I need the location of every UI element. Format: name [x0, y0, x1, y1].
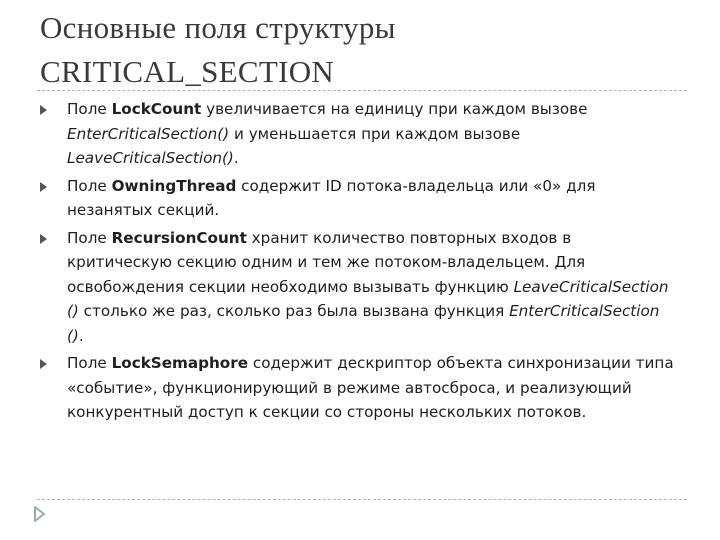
bullet-text	[67, 100, 587, 167]
bullet-text	[67, 229, 669, 345]
title-divider	[37, 90, 687, 91]
bullet-text-segment: хранит количество повторных входов в критическую секцию одним и тем же потоком-владельцем. Для освобождения секции необходимо вызывать функцию	[67, 228, 586, 296]
bullet-text-segment: RecursionCount	[111, 228, 247, 247]
slide-title-line-2: CRITICAL_SECTION	[40, 54, 335, 89]
bullet-item-locksemaphore	[40, 351, 680, 425]
bullet-text-segment: Поле	[67, 176, 112, 195]
footer-divider	[37, 499, 687, 500]
bullet-list	[40, 97, 680, 428]
triangle-right-icon	[40, 105, 47, 115]
slide-corner-arrow-icon	[33, 505, 47, 523]
bullet-text-segment: LeaveCriticalSection ()	[67, 277, 669, 320]
bullet-item-lockcount	[40, 97, 680, 171]
bullet-text-segment: Поле	[67, 354, 112, 372]
bullet-text	[67, 177, 595, 220]
bullet-text-segment: .	[233, 149, 239, 167]
bullet-item-owningthread	[40, 174, 680, 223]
bullet-text-segment: EnterCriticalSection ()	[67, 302, 660, 345]
bullet-text-segment: и уменьшается при каждом вызове	[229, 124, 521, 143]
triangle-right-icon	[40, 359, 47, 369]
bullet-text-segment: Поле	[67, 100, 112, 118]
bullet-text-segment: содержит дескриптор объекта синхронизации типа «событие», функционирующий в режиме автосброса, и реализующий конкурентный доступ к секции со стороны нескольких потоков.	[67, 354, 674, 421]
slide-title-line-1: Основные поля структуры	[40, 10, 396, 45]
bullet-text	[67, 354, 674, 421]
bullet-text-segment: .	[78, 326, 84, 345]
triangle-right-icon	[40, 234, 47, 244]
bullet-text-segment: увеличивается на единицу при каждом вызове	[201, 100, 588, 118]
bullet-text-segment: OwningThread	[111, 176, 237, 195]
bullet-text-segment: содержит ID потока-владельца или «0» для незанятых секций.	[67, 176, 596, 219]
bullet-text-segment: LockCount	[111, 100, 202, 118]
bullet-text-segment: LeaveCriticalSection()	[67, 149, 234, 167]
bullet-text-segment: Поле	[67, 228, 112, 247]
bullet-text-segment: столько же раз, сколько раз была вызвана функция	[78, 302, 510, 320]
triangle-right-icon	[40, 182, 47, 192]
slide-title	[40, 6, 700, 94]
bullet-item-recursioncount	[40, 226, 680, 349]
bullet-text-segment: EnterCriticalSection()	[67, 124, 230, 143]
bullet-text-segment: LockSemaphore	[111, 354, 249, 372]
